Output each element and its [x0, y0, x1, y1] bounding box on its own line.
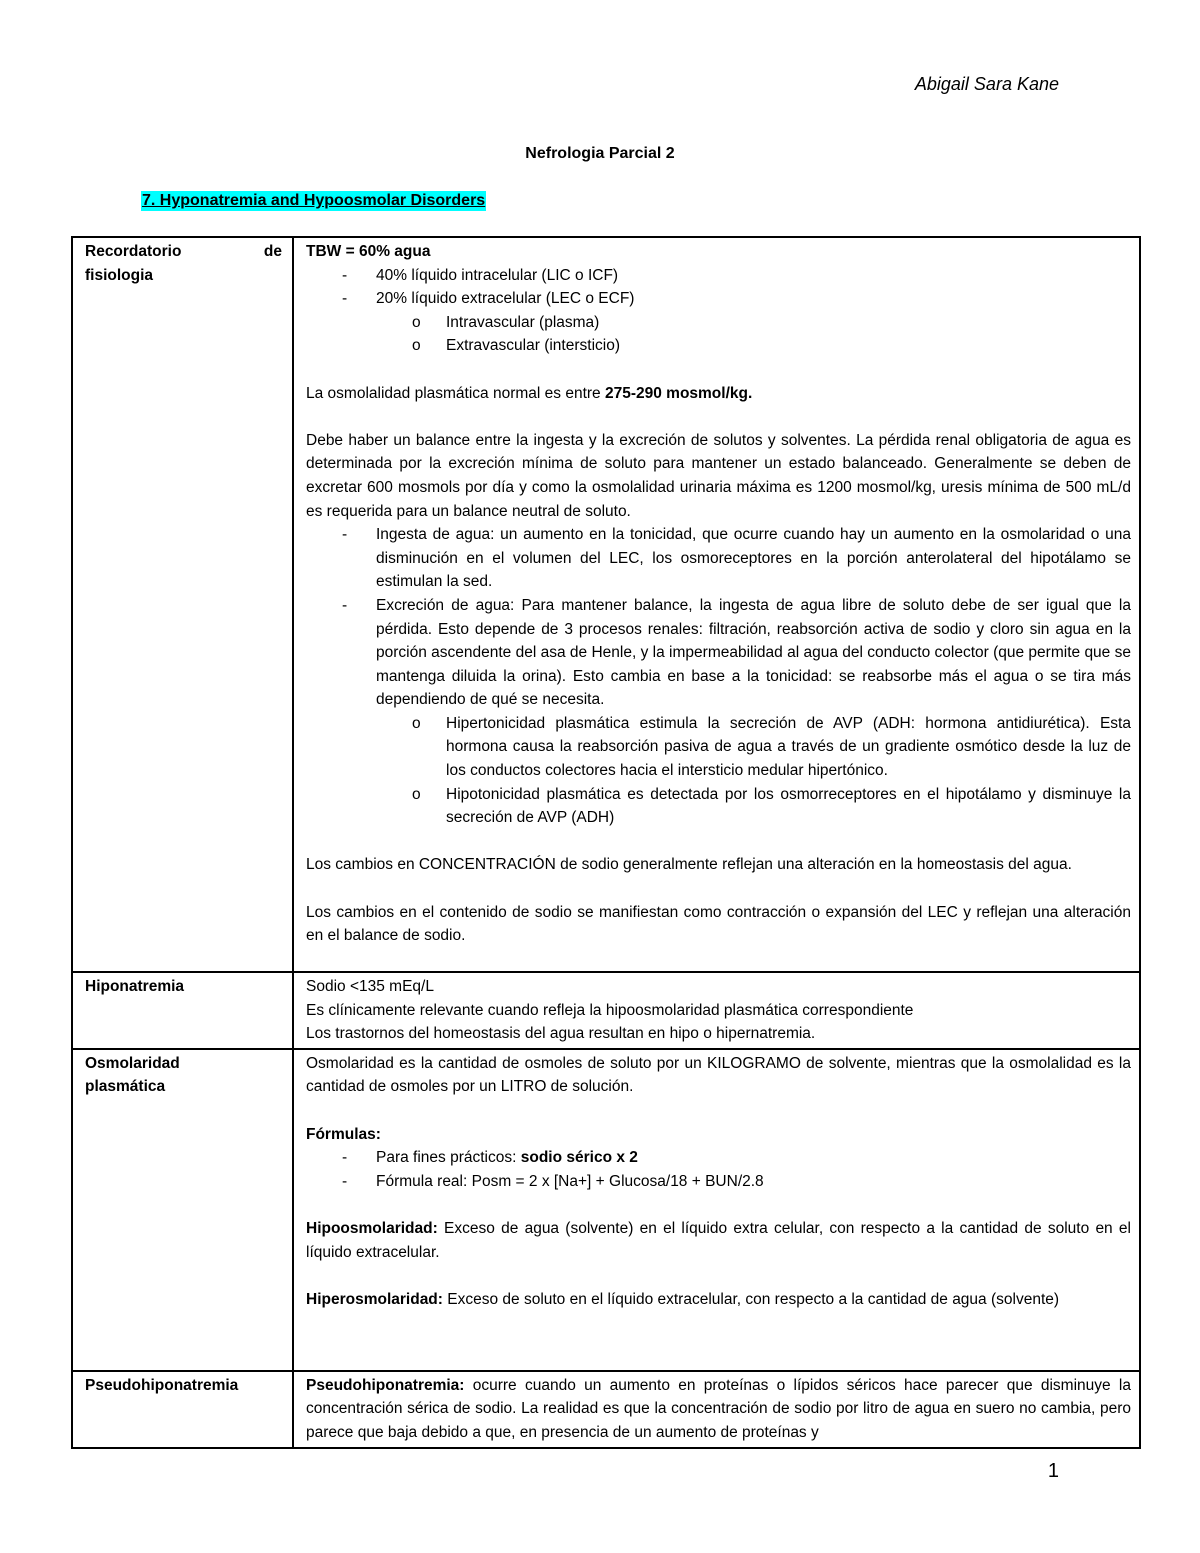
- dash-marker: -: [342, 596, 348, 614]
- row-label: [72, 1049, 293, 1371]
- table-row-hiponatremia: [72, 972, 1140, 1049]
- term-text: ocurre cuando un aumento en proteínas o lípidos séricos hace parecer que disminuye la concentración sérica de sodio. La realidad es que la concentración de sodio por litro de agua en suero no cambia, pero parece que baja debido a que, en presencia de un aumento de proteínas y: [306, 1376, 1131, 1441]
- definition-paragraph: Osmolaridad es la cantidad de osmoles de soluto por un KILOGRAMO de solvente, mientras que la osmolalidad es la cantidad de osmoles por un LITRO de solución.: [306, 1054, 1131, 1096]
- sub-list-item: [306, 712, 1131, 783]
- row-label-text: Osmolaridad: [85, 1054, 180, 1072]
- list-item-text: Hipertonicidad plasmática estimula la secreción de AVP (ADH: hormona antidiurética). Esta hormona causa la reabsorción pasiva de agua a través de un gradiente osmótico desde la luz de los conductos colectores hacia el intersticio medular hipertónico.: [446, 714, 1131, 780]
- table-row-osmolaridad: [72, 1049, 1140, 1371]
- list-item-text: Intravascular (plasma): [446, 313, 600, 331]
- row-label: Pseudohiponatremia: [72, 1371, 293, 1448]
- notes-table: [71, 236, 1141, 1449]
- row-content: [293, 1049, 1140, 1371]
- dash-marker: -: [342, 266, 348, 284]
- tbw-line: TBW = 60% agua: [306, 243, 431, 260]
- list-item-text: Fórmula real: Posm = 2 x [Na+] + Glucosa/18 + BUN/2.8: [376, 1172, 764, 1190]
- sub-list-item: [306, 334, 1131, 358]
- balance-paragraph: Debe haber un balance entre la ingesta y la excreción de solutos y solventes. La pérdida renal obligatoria de agua es determinada por la excreción mínima de soluto para mantener un estado balanceado. Generalmente se deben de excretar 600 mosmols por día y como la osmolalidad urinaria máxima es 1200 mosmol/kg, uresis mínima de 500 mL/d es requerida para un balance neutral de soluto.: [306, 431, 1131, 520]
- row-label-text: plasmática: [85, 1078, 166, 1096]
- circle-marker: o: [412, 714, 421, 732]
- row-label: [72, 237, 293, 972]
- row-content: [293, 1371, 1140, 1448]
- text-line: Los trastornos del homeostasis del agua resultan en hipo o hipernatremia.: [306, 1025, 816, 1043]
- osmolality-value: 275-290 mosmol/kg.: [604, 384, 753, 402]
- dash-marker: -: [342, 1149, 348, 1167]
- hyperosmolarity-paragraph: [306, 1288, 1131, 1312]
- circle-marker: o: [412, 313, 421, 331]
- term-text: Exceso de agua (solvente) en el líquido extra celular, con respecto a la cantidad de soluto en el líquido extracelular.: [306, 1219, 1131, 1261]
- list-item-text: Excreción de agua: Para mantener balance, la ingesta de agua libre de soluto debe de ser igual que la pérdida. Esto depende de 3 procesos renales: filtración, reabsorción activa de sodio y cloro sin agua en la porción ascendente del asa de Henle, y la impermeabilidad al agua del conducto colector (que permite que se mantenga diluida la orina). Esto cambia en base a la tonicidad: se reabsorbe más el agua o se tira más dependiendo de qué se necesita.: [376, 596, 1131, 709]
- section-heading: 7. Hyponatremia and Hypoosmolar Disorders: [142, 192, 486, 209]
- row-label-text: Recordatorio: [85, 243, 182, 260]
- dash-marker: -: [342, 1172, 348, 1190]
- row-label-text: fisiologia: [85, 266, 154, 284]
- author-name: Abigail Sara Kane: [914, 74, 1059, 94]
- formula-bold: sodio sérico x 2: [520, 1149, 638, 1167]
- row-content: [293, 237, 1140, 972]
- osmolality-text: La osmolalidad plasmática normal es entre: [306, 384, 605, 402]
- dash-marker: -: [342, 526, 348, 544]
- formulas-heading: Fórmulas:: [306, 1125, 381, 1143]
- page-number: 1: [1047, 1460, 1059, 1482]
- list-item: [306, 523, 1131, 594]
- row-content: [293, 972, 1140, 1049]
- row-label-text: de: [263, 243, 282, 260]
- term-label: Pseudohiponatremia:: [306, 1376, 465, 1394]
- document-title: Nefrologia Parcial 2: [525, 145, 675, 162]
- osmolality-line: [306, 382, 1131, 406]
- list-item: [306, 594, 1131, 712]
- list-item-text: Extravascular (intersticio): [446, 337, 620, 355]
- term-text: Exceso de soluto en el líquido extracelular, con respecto a la cantidad de agua (solvente): [442, 1290, 1060, 1308]
- sub-list-item: [306, 311, 1131, 335]
- pseudo-paragraph: [306, 1374, 1131, 1445]
- list-item: [306, 287, 1131, 311]
- list-item-text: Hipotonicidad plasmática es detectada por los osmorreceptores en el hipotálamo y disminuye la secreción de AVP (ADH): [446, 785, 1131, 827]
- content-paragraph: Los cambios en el contenido de sodio se manifiestan como contracción o expansión del LEC y reflejan una alteración en el balance de sodio.: [306, 903, 1131, 945]
- list-item-text: 40% líquido intracelular (LIC o ICF): [376, 266, 619, 284]
- row-label: Hiponatremia: [72, 972, 293, 1049]
- sub-list-item: [306, 783, 1131, 830]
- text-line: Es clínicamente relevante cuando refleja la hipoosmolaridad plasmática correspondiente: [306, 1001, 914, 1019]
- list-item-text: Ingesta de agua: un aumento en la tonicidad, que ocurre cuando hay un aumento en la osmolaridad o una disminución en el volumen del LEC, los osmoreceptores en la porción anterolateral del hipotálamo se estimulan la sed.: [376, 526, 1131, 591]
- list-item: [306, 1170, 1131, 1194]
- circle-marker: o: [412, 785, 421, 803]
- concentration-paragraph: Los cambios en CONCENTRACIÓN de sodio generalmente reflejan una alteración en la homeostasis del agua.: [306, 856, 1072, 874]
- dash-marker: -: [342, 290, 348, 308]
- list-item: [306, 1146, 1131, 1170]
- list-item: [306, 264, 1131, 288]
- table-row-pseudohiponatremia: [72, 1371, 1140, 1448]
- text-line: Sodio <135 mEq/L: [306, 978, 434, 995]
- term-label: Hipoosmolaridad:: [306, 1219, 438, 1237]
- circle-marker: o: [412, 337, 421, 355]
- list-item-text: 20% líquido extracelular (LEC o ECF): [376, 290, 635, 308]
- table-row-recordatorio: [72, 237, 1140, 972]
- hypoosmolarity-paragraph: [306, 1217, 1131, 1264]
- list-item-text: Para fines prácticos:: [376, 1149, 521, 1167]
- term-label: Hiperosmolaridad:: [306, 1290, 443, 1308]
